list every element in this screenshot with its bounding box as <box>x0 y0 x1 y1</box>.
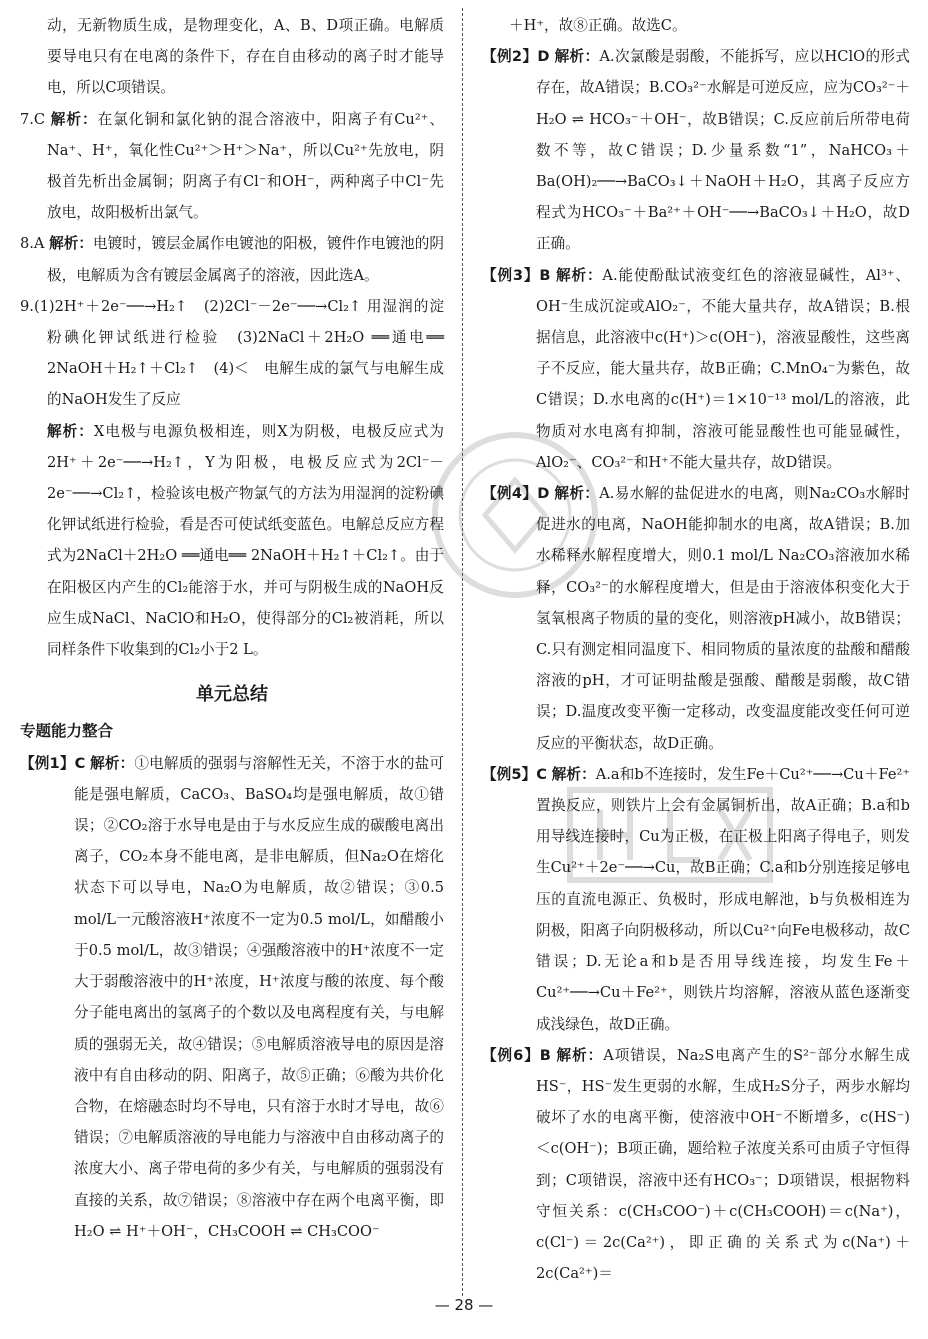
analysis-label: 解析： <box>556 266 603 284</box>
analysis-label: 解析： <box>554 485 600 503</box>
example-4 <box>482 478 910 759</box>
example-2 <box>482 41 910 259</box>
analysis-label: 解析： <box>556 1046 604 1064</box>
analysis-label: 解析： <box>50 110 98 128</box>
analysis-text: A项错误，Na₂S电离产生的S²⁻部分水解生成HS⁻，HS⁻发生更弱的水解，生成H₂S分子，两步水解均破坏了水的电离平衡，使溶液中OH⁻不断增多，c(HS⁻)＜c(OH⁻)；B项正确，题给粒子浓度关系可由质子守恒得到；C项错误，溶液中还有HCO₃⁻；D项错误，根据物料守恒关系：c(CH₃COO⁻)＋c(CH₃COOH)＝c(Na⁺)，c(Cl⁻)＝2c(Ca²⁺)，即正确的关系式为c(Na⁺)＋2c(Ca²⁺)＝ <box>536 1046 910 1283</box>
subsection-title: 专题能力整合 <box>20 722 114 741</box>
section-title: 单元总结 <box>196 684 268 706</box>
continued-text: 动，无新物质生成，是物理变化，A、B、D项正确。电解质要导电只有在电离的条件下，存在自由移动的离子时才能导电，所以C项错误。 <box>47 17 444 97</box>
answer-9-analysis <box>20 416 444 666</box>
answer-number: 8.A <box>20 235 45 253</box>
example-tag: 【例4】D <box>482 485 550 503</box>
answer-text: 在氯化铜和氯化钠的混合溶液中，阳离子有Cu²⁺、Na⁺、H⁺，氧化性Cu²⁺＞H⁺＞Na⁺，所以Cu²⁺先放电，阴极首先析出金属铜；阴离子有Cl⁻和OH⁻，两种离子中Cl⁻先放电，故阳极析出氯气。 <box>47 110 444 222</box>
answer-9 <box>20 291 444 416</box>
analysis-text: X电极与电源负极相连，则X为阴极，电极反应式为2H⁺＋2e⁻──→H₂↑，Y为阳极，电极反应式为2Cl⁻－2e⁻──→Cl₂↑，检验该电极产物氯气的方法为用湿润的淀粉碘化钾试纸进行检验，看是否可使试纸变蓝色。电解总反应方程式为2NaCl＋2H₂O ══通电══ 2NaOH＋H₂↑＋Cl₂↑。由于在阳极区内产生的Cl₂能溶于水，并可与阴极生成的NaOH反应生成NaCl、NaClO和H₂O，使得部分的Cl₂被消耗，所以同样条件下收集到的Cl₂小于2 L。 <box>47 422 444 659</box>
answer-7 <box>20 104 444 229</box>
analysis-label: 解析： <box>554 48 600 66</box>
answer-number: 9. <box>20 297 34 315</box>
example-tag: 【例2】D <box>482 48 550 66</box>
continued-text: ＋H⁺，故⑧正确。故选C。 <box>509 17 687 34</box>
page-number: — 28 — <box>434 1296 494 1314</box>
answer-text: (1)2H⁺＋2e⁻──→H₂↑ (2)2Cl⁻－2e⁻──→Cl₂↑ 用湿润的淀粉碘化钾试纸进行检验 (3)2NaCl＋2H₂O ══通电══ 2NaOH＋H₂↑＋Cl₂↑ (4)＜ 电解生成的氯气与电解生成的NaOH发生了反应 <box>33 297 444 409</box>
example-tag: 【例6】B <box>482 1046 551 1064</box>
example-3 <box>482 260 910 478</box>
analysis-label: 解析： <box>49 235 94 253</box>
analysis-text: A.能使酚酞试液变红色的溶液显碱性，Al³⁺、OH⁻生成沉淀或AlO₂⁻，不能大量共存，故A错误；B.根据信息，此溶液中c(H⁺)＞c(OH⁻)，溶液显酸性，这些离子不反应，能大量共存，故B正确；C.MnO₄⁻为紫色，故C错误；D.水电离的c(H⁺)＝1×10⁻¹³ mol/L的溶液，此物质对水电离有抑制，溶液可能显酸性也可能显碱性，AlO₂⁻、CO₃²⁻和H⁺不能大量共存，故D错误。 <box>536 266 910 471</box>
right-column <box>482 10 910 1289</box>
analysis-label: 解析： <box>551 765 596 783</box>
analysis-text: A.次氯酸是弱酸，不能拆写，应以HClO的形式存在，故A错误；B.CO₃²⁻水解是可逆反应，应为CO₃²⁻＋H₂O ⇌ HCO₃⁻＋OH⁻，故B错误；C.反应前后所带电荷数不等，故C错误；D.少量系数“1”，NaHCO₃＋Ba(OH)₂──→BaCO₃↓＋NaOH＋H₂O，其离子反应方程式为HCO₃⁻＋Ba²⁺＋OH⁻──→BaCO₃↓＋H₂O，故D正确。 <box>536 48 910 253</box>
analysis-text: ①电解质的强弱与溶解性无关，不溶于水的盐可能是强电解质，CaCO₃、BaSO₄均是强电解质，故①错误；②CO₂溶于水导电是由于与水反应生成的碳酸电离出离子，CO₂本身不能电离，是非电解质，但Na₂O在熔化状态下可以导电，Na₂O为电解质，故②错误；③0.5 mol/L一元酸溶液H⁺浓度不一定为0.5 mol/L，如醋酸小于0.5 mol/L，故③错误；④强酸溶液中的H⁺浓度不一定大于弱酸溶液中的H⁺浓度，H⁺浓度与酸的浓度、每个酸分子能电离出的氢离子的个数以及电离程度有关，与电解质的强弱无关，故④错误；⑤电解质溶液导电的原因是溶液中有自由移动的阴、阳离子，故⑤正确；⑥酸为共价化合物，在熔融态时均不导电，只有溶于水时才导电，故⑥错误；⑦电解质溶液的导电能力与溶液中自由移动离子的浓度大小、离子带电荷的多少有关，与电解质的强弱没有直接的关系，故⑦错误；⑧溶液中存在两个电离平衡，即H₂O ⇌ H⁺＋OH⁻，CH₃COOH ⇌ CH₃COO⁻ <box>74 754 444 1240</box>
analysis-text: A.易水解的盐促进水的电离，则Na₂CO₃水解时促进水的电离，NaOH能抑制水的电离，故A错误；B.加水稀释水解程度增大，则0.1 mol/L Na₂CO₃溶液加水稀释，CO₃²⁻的水解程度增大，但是由于溶液体积变化大于氢氧根离子物质的量的变化，则溶液pH减小，故B错误；C.只有测定相同温度下、相同物质的量浓度的盐酸和醋酸溶液的pH，才可证明盐酸是强酸、醋酸是弱酸，故C错误；D.温度改变平衡一定移动，改变温度能改变任何可逆反应的平衡状态，故D正确。 <box>536 485 910 752</box>
column-divider <box>462 8 463 1296</box>
analysis-label: 解析： <box>47 422 94 440</box>
left-column <box>20 10 444 1247</box>
example-6 <box>482 1040 910 1290</box>
example-1 <box>20 748 444 1247</box>
example-tag: 【例1】C <box>20 754 86 772</box>
example-tag: 【例3】B <box>482 266 551 284</box>
answer-text: 电镀时，镀层金属作电镀池的阳极，镀件作电镀池的阴极，电解质为含有镀层金属离子的溶液，因此选A。 <box>47 235 444 284</box>
example-tag: 【例5】C <box>482 765 547 783</box>
example-5 <box>482 759 910 1040</box>
answer-8 <box>20 228 444 290</box>
analysis-text: A.a和b不连接时，发生Fe＋Cu²⁺──→Cu＋Fe²⁺置换反应，则铁片上会有金属铜析出，故A正确；B.a和b用导线连接时，Cu为正极，在正极上阳离子得电子，则发生Cu²⁺＋2e⁻──→Cu，故B正确；C.a和b分别连接足够电压的直流电源正、负极时，形成电解池，b与负极相连为阴极，阳离子向阴极移动，所以Cu²⁺向Fe电极移动，故C错误；D.无论a和b是否用导线连接，均发生Fe＋Cu²⁺──→Cu＋Fe²⁺，则铁片均溶解，溶液从蓝色逐渐变成浅绿色，故D正确。 <box>536 765 911 1033</box>
answer-number: 7.C <box>20 110 46 128</box>
analysis-label: 解析： <box>90 754 135 772</box>
